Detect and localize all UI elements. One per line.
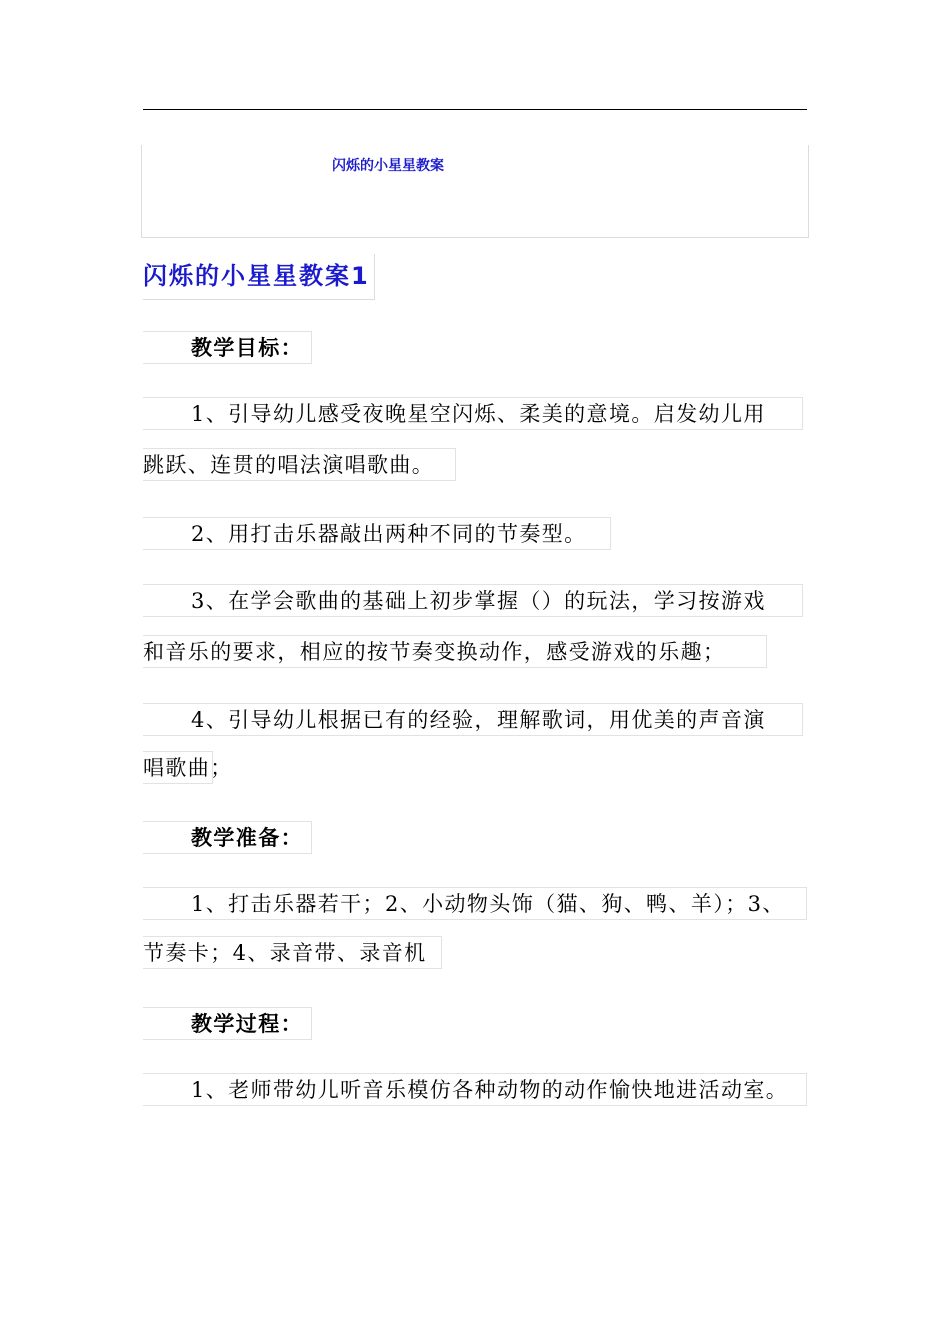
preparation-line-2: 节奏卡；4、录音带、录音机 <box>143 936 442 969</box>
header-box <box>141 145 809 238</box>
header-title: 闪烁的小星星教案 <box>332 158 444 174</box>
objective-4-line-1: 4、引导幼儿根据已有的经验，理解歌词，用优美的声音演 <box>143 703 803 736</box>
process-line-1: 1、老师带幼儿听音乐模仿各种动物的动作愉快地进活动室。 <box>143 1073 807 1106</box>
objective-1-line-2: 跳跃、连贯的唱法演唱歌曲。 <box>143 448 456 481</box>
header-rule <box>143 109 807 110</box>
objective-3-line-1: 3、在学会歌曲的基础上初步掌握（）的玩法，学习按游戏 <box>143 584 803 617</box>
preparation-line-1: 1、打击乐器若干；2、小动物头饰（猫、狗、鸭、羊）；3、 <box>143 887 807 920</box>
objective-4-line-2: 唱歌曲； <box>143 751 213 784</box>
section-title: 闪烁的小星星教案1 <box>143 254 375 300</box>
objectives-heading: 教学目标： <box>143 331 312 364</box>
objective-3-line-2: 和音乐的要求，相应的按节奏变换动作，感受游戏的乐趣； <box>143 635 767 668</box>
objective-1-line-1: 1、引导幼儿感受夜晚星空闪烁、柔美的意境。启发幼儿用 <box>143 397 803 430</box>
objective-2: 2、用打击乐器敲出两种不同的节奏型。 <box>143 517 611 550</box>
preparation-heading: 教学准备： <box>143 821 312 854</box>
process-heading: 教学过程： <box>143 1007 312 1040</box>
